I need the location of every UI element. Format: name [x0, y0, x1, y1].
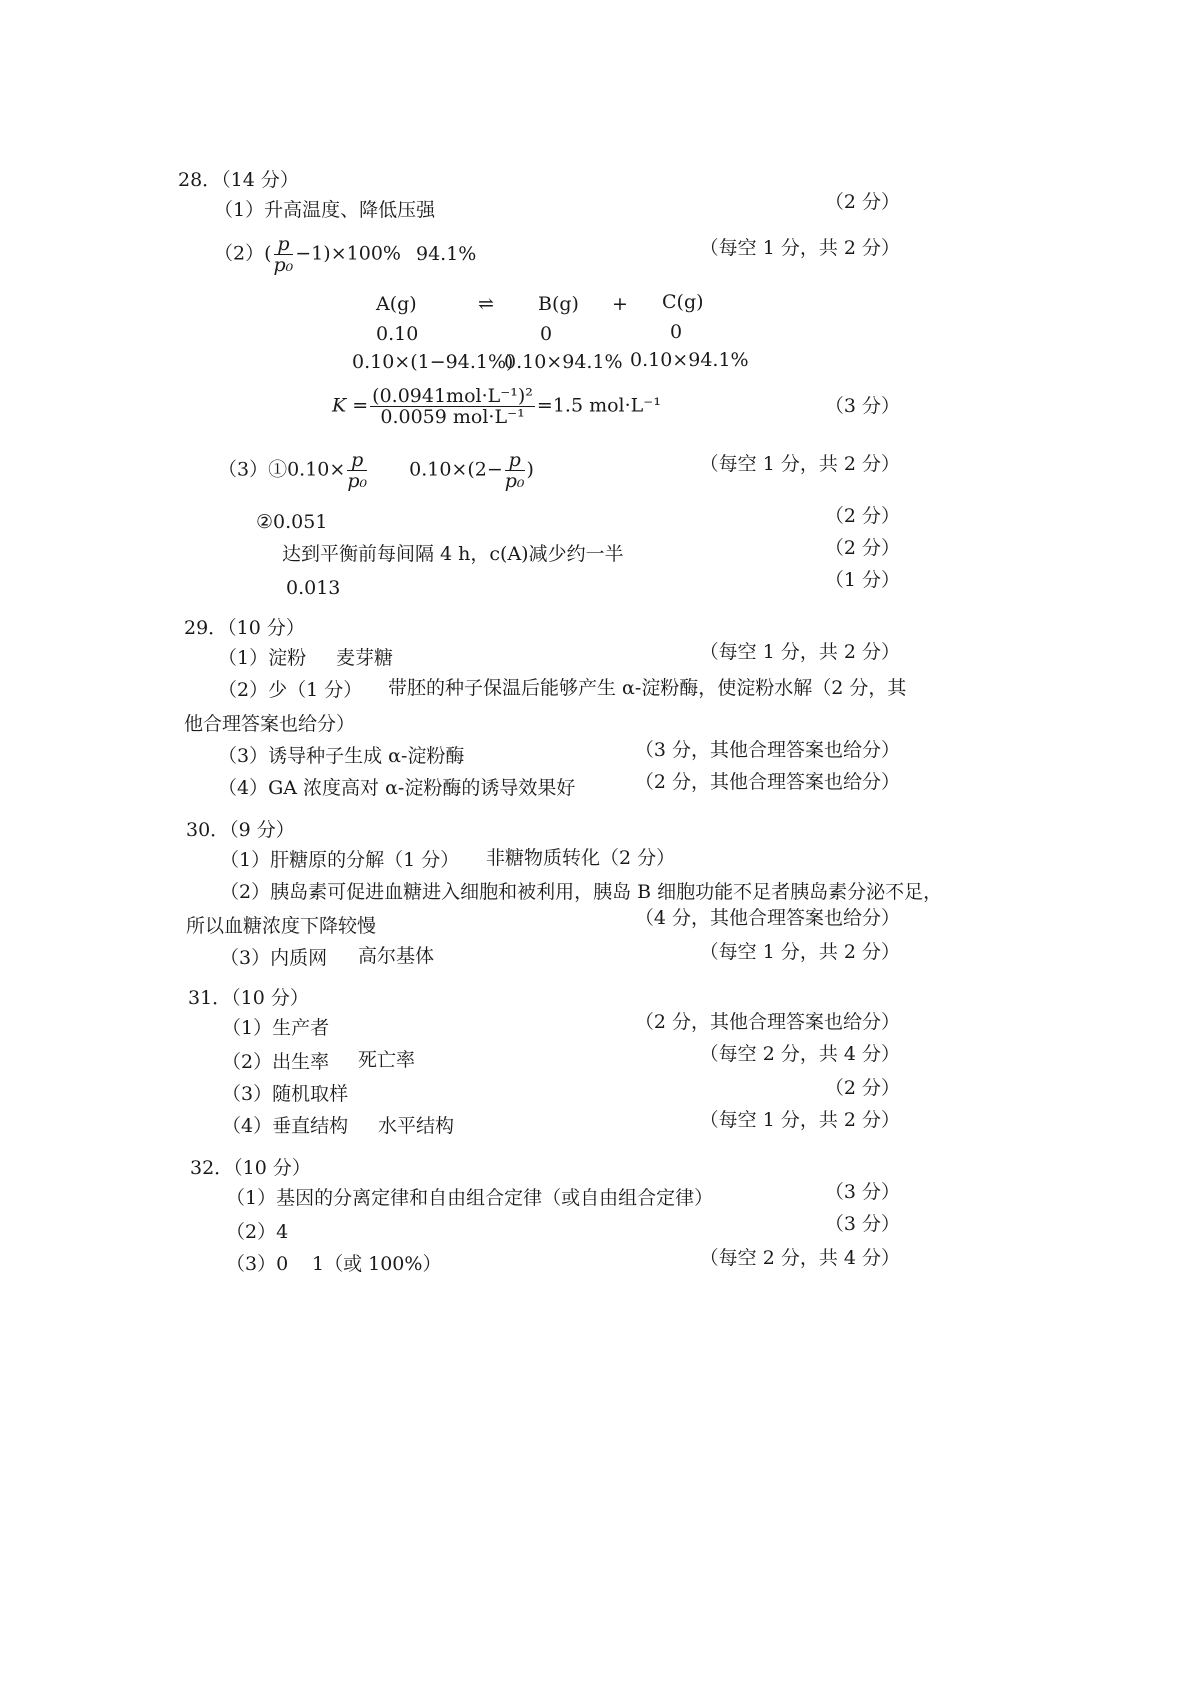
q28-equilibrium-a: 0.10×(1−94.1%) [352, 351, 514, 373]
q31-part4-answer-2: 水平结构 [378, 1115, 455, 1137]
q28-part3-denominator-1: p₀ [347, 470, 368, 492]
q32-part3-points: （每空 2 分，共 4 分） [699, 1247, 900, 1269]
q28-k-points: （3 分） [824, 395, 900, 417]
q28-part3-fraction-2 [505, 450, 525, 491]
q28-part3-numerator-1: p [347, 450, 367, 471]
q31-part1-answer: （1）生产者 [222, 1017, 330, 1039]
q28-part3-prefix: （3）①0.10× [218, 458, 346, 481]
q28-k-lhs: K = [332, 394, 369, 417]
q31-part2-answer-1: （2）出生率 [222, 1051, 330, 1073]
q31-part1-points: （2 分，其他合理答案也给分） [634, 1011, 900, 1033]
q28-k-rhs: =1.5 mol·L⁻¹ [536, 394, 661, 417]
q28-part3-expression [218, 450, 534, 491]
q32-part3-answer-1: （3）0 [226, 1253, 289, 1275]
q29-part2-answer-3: 他合理答案也给分） [184, 713, 356, 735]
q28-part3-numerator-2: p [505, 450, 525, 471]
q30-part3-answer-2: 高尔基体 [358, 945, 435, 967]
q28-k-denominator: 0.0059 mol·L⁻¹ [380, 406, 525, 428]
q29-part4-points: （2 分，其他合理答案也给分） [634, 771, 900, 793]
q31-part4-answer-1: （4）垂直结构 [222, 1115, 349, 1137]
q28-part2-denominator: p₀ [273, 254, 294, 276]
q32-part1-points: （3 分） [824, 1181, 900, 1203]
q30-part1-answer-2: 非糖物质转化（2 分） [486, 847, 676, 869]
q32-part2-points: （3 分） [824, 1213, 900, 1235]
q32-part1-answer: （1）基因的分离定律和自由组合定律（或自由组合定律） [226, 1187, 714, 1209]
q31-part3-points: （2 分） [824, 1077, 900, 1099]
q28-equilibrium-c: 0.10×94.1% [630, 349, 749, 371]
q28-part3-end: ) [526, 458, 534, 481]
q32-part2-answer: （2）4 [226, 1221, 289, 1243]
q28-part3-points: （每空 1 分，共 2 分） [699, 453, 900, 475]
q28-initial-c: 0 [670, 321, 683, 343]
q32-header: 32．（10 分） [190, 1157, 311, 1179]
q28-part3-answer-4-points: （1 分） [824, 569, 900, 591]
q28-eq-species-c: C(g) [662, 291, 704, 313]
q28-part3-answer-2: ②0.051 [256, 511, 328, 533]
q30-part2-answer-1: （2）胰岛素可促进血糖进入细胞和被利用，胰岛 B 细胞功能不足者胰岛素分泌不足， [220, 881, 943, 903]
q31-header: 31．（10 分） [188, 987, 309, 1009]
q29-header: 29．（10 分） [184, 617, 305, 639]
q30-part1-answer-1: （1）肝糖原的分解（1 分） [220, 849, 460, 871]
q28-initial-b: 0 [540, 323, 553, 345]
q28-eq-species-a: A(g) [376, 293, 417, 315]
q28-part1-answer: （1）升高温度、降低压强 [214, 199, 436, 221]
q28-header: 28．（14 分） [178, 169, 299, 191]
q28-k-numerator: (0.0941mol·L⁻¹)² [372, 385, 533, 407]
q29-part2-answer-2: 带胚的种子保温后能够产生 α-淀粉酶，使淀粉水解（2 分，其 [388, 677, 907, 699]
q31-part4-points: （每空 1 分，共 2 分） [699, 1109, 900, 1131]
q28-part2-expression [214, 234, 401, 275]
q30-part3-points: （每空 1 分，共 2 分） [699, 941, 900, 963]
q28-part2-value: 94.1% [416, 243, 477, 265]
q28-part2-prefix: （2）( [214, 242, 272, 265]
q30-part3-answer-1: （3）内质网 [220, 947, 328, 969]
q28-part2-fraction [274, 234, 294, 275]
q28-k-fraction [370, 386, 535, 427]
q28-k-expression [332, 386, 661, 427]
q29-part2-answer-1: （2）少（1 分） [218, 679, 363, 701]
q30-header: 30．（9 分） [186, 819, 295, 841]
q29-part1-answer-2: 麦芽糖 [336, 647, 394, 669]
q28-equilibrium-b: 0.10×94.1% [504, 351, 623, 373]
q28-part1-points: （2 分） [824, 191, 900, 213]
q28-part3-answer-4: 0.013 [286, 577, 341, 599]
q28-eq-arrow: ⇌ [478, 293, 494, 315]
q30-part2-answer-2: 所以血糖浓度下降较慢 [186, 915, 377, 937]
q28-initial-a: 0.10 [376, 323, 419, 345]
q28-part3-answer-2-points: （2 分） [824, 505, 900, 527]
q31-part3-answer: （3）随机取样 [222, 1083, 349, 1105]
q28-part2-points: （每空 1 分，共 2 分） [699, 237, 900, 259]
q29-part1-points: （每空 1 分，共 2 分） [699, 641, 900, 663]
q29-part1-answer-1: （1）淀粉 [218, 647, 307, 669]
q28-part2-suffix: −1)×100% [295, 242, 401, 265]
q29-part3-points: （3 分，其他合理答案也给分） [634, 739, 900, 761]
q31-part2-points: （每空 2 分，共 4 分） [699, 1043, 900, 1065]
q28-part3-answer-3-points: （2 分） [824, 537, 900, 559]
q28-part3-denominator-2: p₀ [504, 470, 525, 492]
q30-part2-points: （4 分，其他合理答案也给分） [634, 907, 900, 929]
q28-part3-middle: 0.10×(2− [409, 458, 503, 481]
q29-part4-answer: （4）GA 浓度高对 α-淀粉酶的诱导效果好 [218, 777, 576, 799]
q28-part3-fraction-1 [347, 450, 367, 491]
q32-part3-answer-2: 1（或 100%） [312, 1253, 442, 1275]
q28-eq-species-b: B(g) [538, 293, 579, 315]
q29-part3-answer: （3）诱导种子生成 α-淀粉酶 [218, 745, 465, 767]
q28-part3-answer-3: 达到平衡前每间隔 4 h，c(A)减少约一半 [282, 543, 624, 565]
q28-part2-numerator: p [274, 234, 294, 255]
q31-part2-answer-2: 死亡率 [358, 1049, 416, 1071]
q28-eq-plus: + [612, 293, 628, 315]
